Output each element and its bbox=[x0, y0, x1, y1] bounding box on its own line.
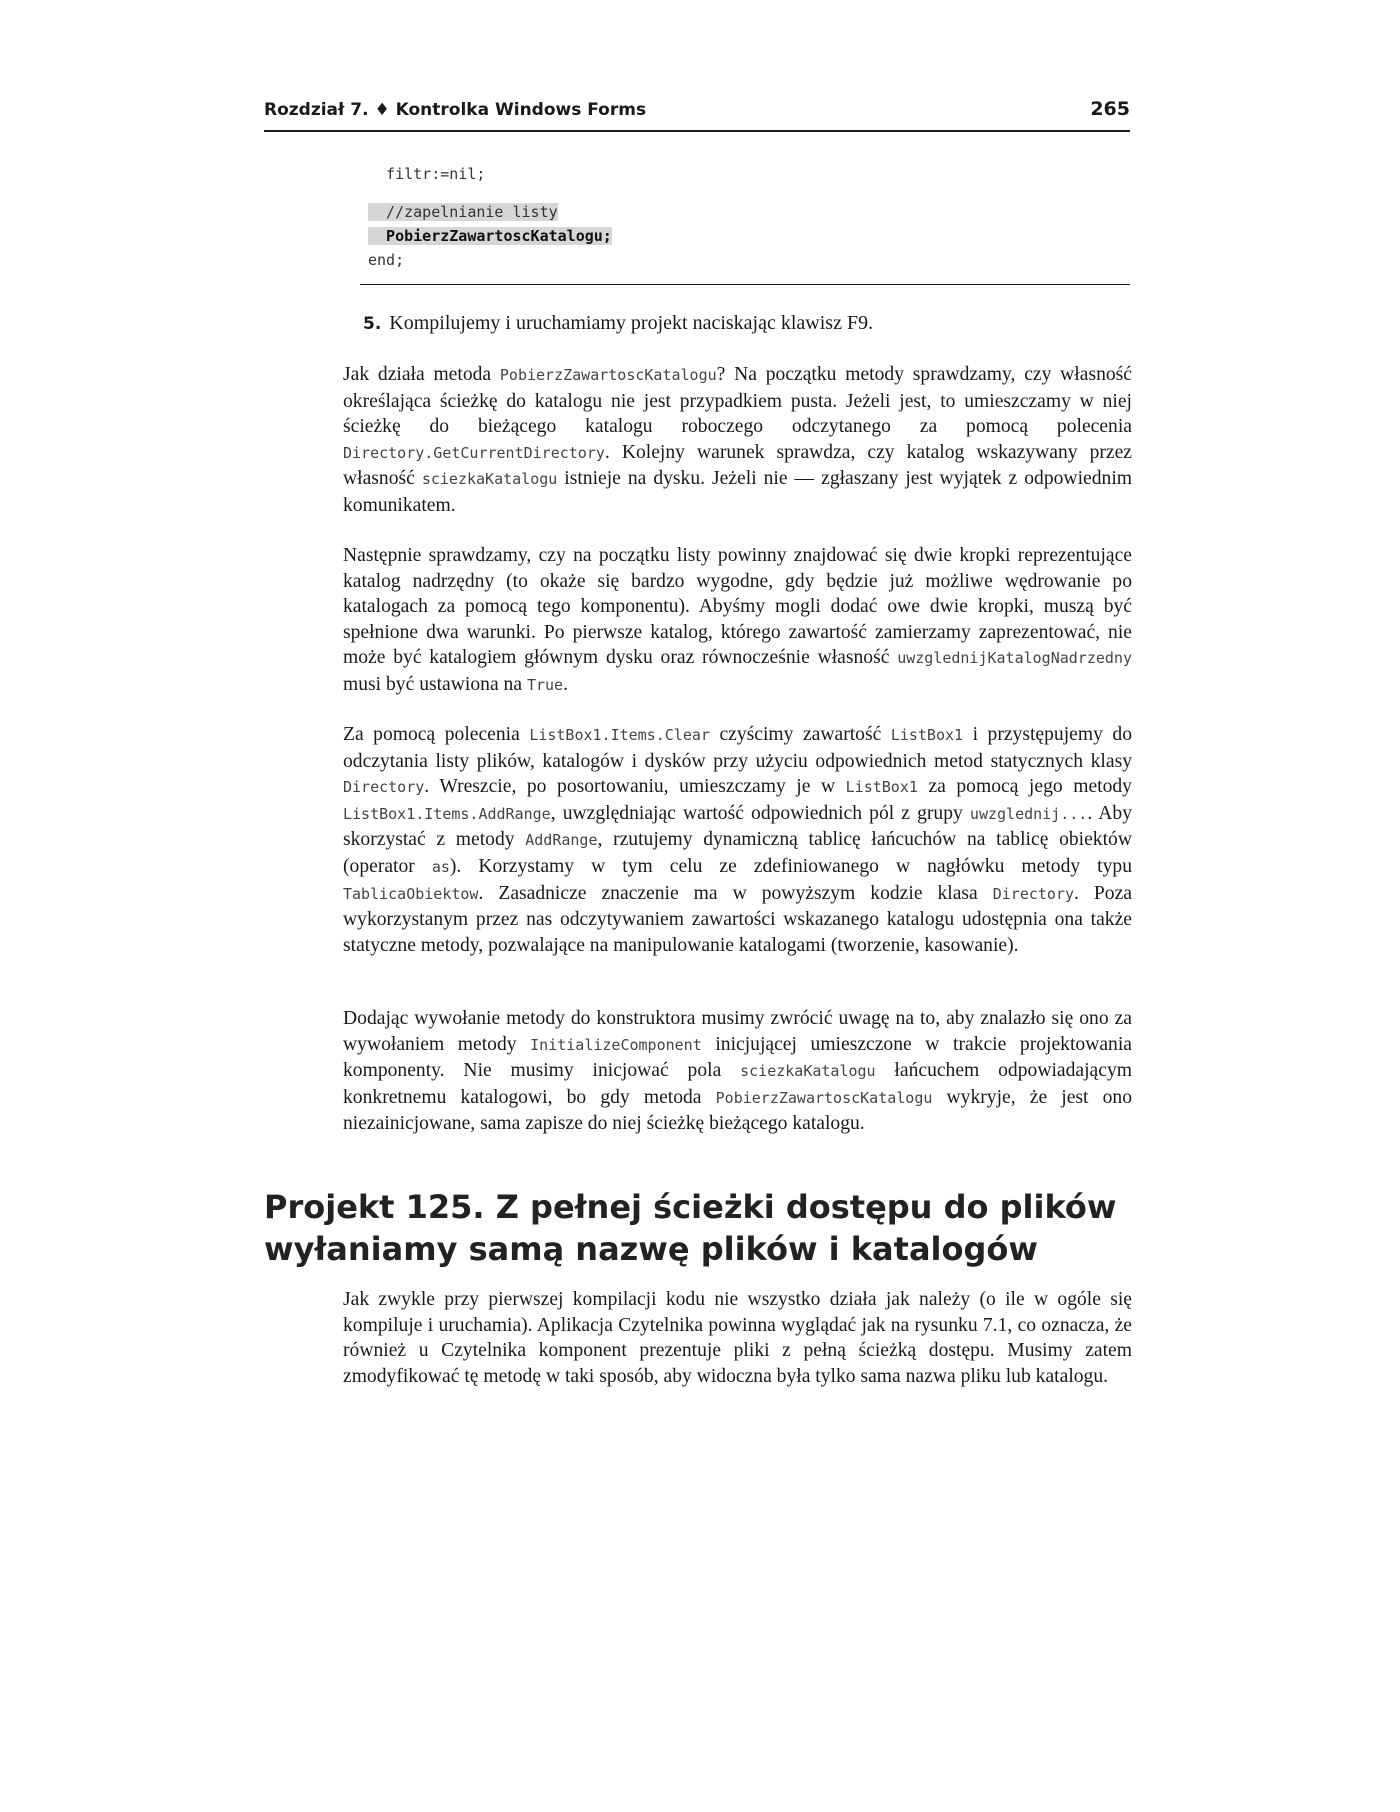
inline-code: as bbox=[431, 857, 450, 876]
code-line: end; bbox=[368, 251, 405, 269]
text: istnieje na dysku. Jeżeli nie — zgłaszany jest wyjątek z odpowiednim komunikatem. bbox=[343, 468, 1133, 516]
running-header bbox=[264, 96, 1130, 132]
code-blank-line bbox=[368, 186, 612, 200]
paragraph-3 bbox=[343, 722, 1132, 958]
text: . Wreszcie, po posortowaniu, umieszczamy je w bbox=[424, 776, 846, 798]
inline-code: sciezkaKatalogu bbox=[421, 470, 558, 489]
text: ? Na początku metody sprawdzamy, czy własność określająca ścieżkę do katalogu nie jest przypadkiem pusta. Jeżeli jest, to umieszczamy w niej ścieżkę do bieżącego katalogu roboczego odczytanego za pomocą polecenia bbox=[343, 364, 1132, 438]
text: , rzutujemy dynamiczną tablicę łańcuchów na tablicę obiektów (operator bbox=[343, 829, 1132, 877]
text: . Aby skorzystać z metody bbox=[343, 802, 1132, 851]
inline-code: ListBox1.Items.Clear bbox=[529, 726, 710, 744]
code-listing bbox=[368, 162, 612, 272]
text: ). Korzystamy w tym celu ze zdefiniowanego w nagłówku metody typu bbox=[449, 855, 1133, 877]
text: za pomocą jego metody bbox=[917, 776, 1132, 798]
step-text: Kompilujemy i uruchamiamy projekt naciskając klawisz F9. bbox=[389, 312, 874, 334]
section-heading-line: wyłaniamy samą nazwę plików i katalogów bbox=[264, 1230, 1038, 1268]
inline-code: ListBox1.Items.AddRange bbox=[343, 804, 551, 823]
text: Następnie sprawdzamy, czy na początku listy powinny znajdować się dwie kropki reprezentujące katalog nadrzędny (to okaże się bardzo wygodne, gdy będzie już możliwe wędrowanie po katalogach za pomocą tego komponentu). Abyśmy mogli dodać owe dwie kropki, muszą być spełnione dwa warunki. Po pierwsze katalog, którego zawartość zamierzamy zaprezentować, nie może być katalogiem głównym dysku oraz równocześnie własność bbox=[343, 545, 1132, 669]
inline-code: ListBox1 bbox=[845, 778, 918, 797]
paragraph-1 bbox=[343, 362, 1132, 519]
inline-code: TablicaObiektow bbox=[343, 884, 479, 903]
inline-code: uwzglednijKatalogNadrzedny bbox=[897, 649, 1132, 668]
text: Dodając wywołanie metody do konstruktora musimy zwrócić uwagę na to, aby znalazło się ono za wywołaniem metody bbox=[343, 1008, 1132, 1055]
paragraph-2 bbox=[343, 543, 1132, 699]
text: Za pomocą polecenia bbox=[343, 724, 530, 745]
chapter-title: Rozdział 7. ♦ Kontrolka Windows Forms bbox=[264, 100, 647, 120]
text: . Kolejny warunek sprawdza, czy katalog wskazywany przez własność bbox=[343, 441, 1132, 490]
inline-code: Directory bbox=[992, 884, 1075, 903]
step-number: 5. bbox=[363, 314, 382, 334]
code-line bbox=[368, 224, 612, 248]
section-heading bbox=[264, 1186, 1144, 1270]
code-line: filtr:=nil; bbox=[368, 165, 486, 183]
text: łańcuchem odpowiadającym konkretnemu katalogowi, bo gdy metoda bbox=[343, 1060, 1132, 1108]
page-number: 265 bbox=[1090, 98, 1130, 120]
inline-code: uwzglednij... bbox=[969, 804, 1088, 823]
text: Jak działa metoda bbox=[343, 364, 500, 385]
text: inicjującej umieszczone w trakcie projektowania komponenty. Nie musimy inicjować pola bbox=[343, 1033, 1132, 1082]
text: . Poza wykorzystanym przez nas odczytywaniem zawartości wskazanego katalogu udostępnia ona także statyczne metody, pozwalające na manipulowanie katalogami (tworzenie, kasowanie). bbox=[343, 882, 1133, 956]
text: wykryje, że jest ono niezainicjowane, sama zapisze do niej ścieżkę bieżącego katalogu. bbox=[343, 1086, 1132, 1135]
text: czyścimy zawartość bbox=[709, 724, 891, 745]
inline-code: Directory bbox=[343, 778, 425, 797]
inline-code: InitializeComponent bbox=[530, 1035, 702, 1054]
text: . bbox=[563, 673, 568, 695]
text: . Zasadnicze znaczenie ma w powyższym kodzie klasa bbox=[478, 882, 993, 904]
paragraph-5: Jak zwykle przy pierwszej kompilacji kodu nie wszystko działa jak należy (o ile w ogóle się kompiluje i uruchamia). Aplikacja Czytelnika powinna wyglądać jak na rysunku 7.1, co oznacza, że również u Czytelnika komponent prezentuje pliki z pełną ścieżką dostępu. Musimy zatem zmodyfikować tę metodę w taki sposób, aby widoczna była tylko sama nazwa pliku lub katalogu. bbox=[343, 1289, 1132, 1387]
inline-code: PobierzZawartoscKatalogu bbox=[715, 1088, 933, 1107]
inline-code: sciezkaKatalogu bbox=[740, 1062, 876, 1081]
step-item bbox=[363, 312, 873, 335]
listing-divider bbox=[360, 284, 1130, 285]
paragraph-4 bbox=[343, 1006, 1132, 1137]
text: i przystępujemy do odczytania listy plików, katalogów i dysków przy użyciu odpowiednich metod statycznych klasy bbox=[343, 724, 1132, 772]
code-highlight: //zapelnianie listy bbox=[368, 203, 558, 221]
inline-code: AddRange bbox=[525, 831, 598, 850]
code-line bbox=[368, 200, 612, 224]
section-heading-line: Projekt 125. Z pełnej ścieżki dostępu do plików bbox=[264, 1188, 1117, 1226]
inline-code: True bbox=[526, 675, 564, 694]
inline-code: PobierzZawartoscKatalogu bbox=[499, 366, 717, 384]
text: , uwzględniając wartość odpowiednich pól z grupy bbox=[550, 802, 970, 824]
code-highlight: PobierzZawartoscKatalogu; bbox=[368, 227, 612, 245]
inline-code: ListBox1 bbox=[890, 726, 964, 744]
text: musi być ustawiona na bbox=[343, 673, 527, 695]
inline-code: Directory.GetCurrentDirectory bbox=[343, 443, 605, 462]
